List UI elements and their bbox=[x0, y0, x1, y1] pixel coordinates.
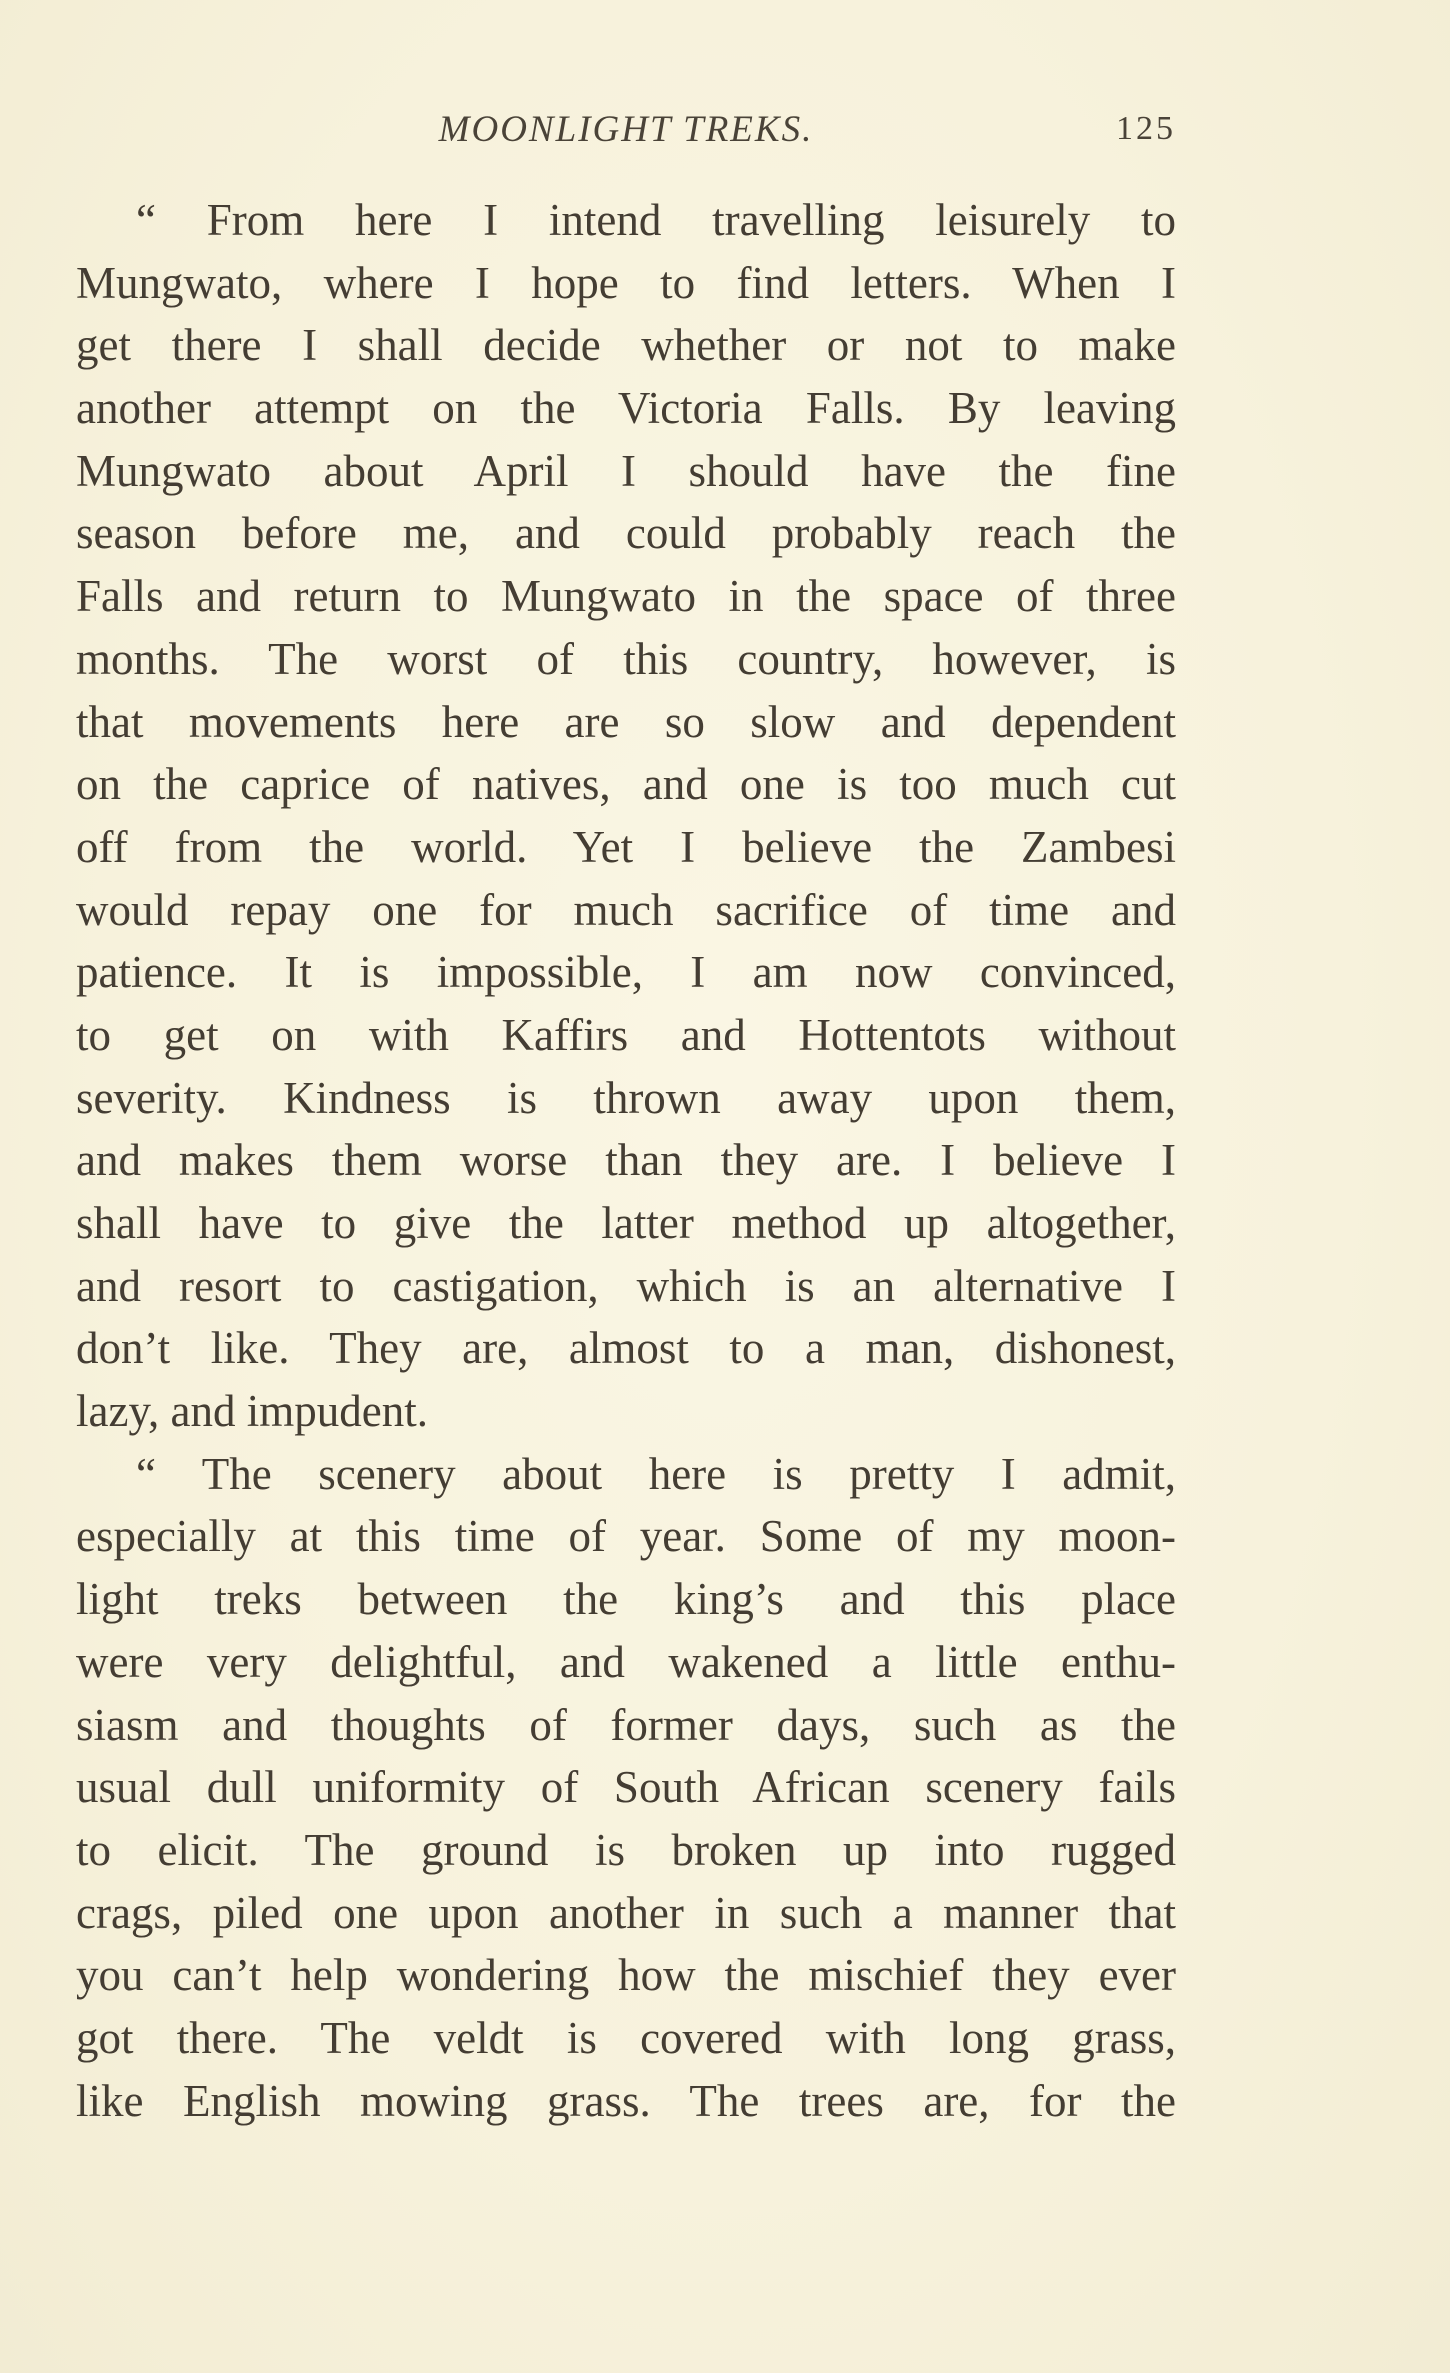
text-line: don’t like. They are, almost to a man, dishonest, bbox=[76, 1323, 1176, 1374]
text-line: siasm and thoughts of former days, such as the bbox=[76, 1699, 1176, 1750]
text-line: lazy, and impudent. bbox=[76, 1386, 428, 1437]
text-line: light treks between the king’s and this place bbox=[76, 1574, 1176, 1625]
text-line: severity. Kindness is thrown away upon them, bbox=[76, 1072, 1176, 1123]
text-line: get there I shall decide whether or not to make bbox=[76, 320, 1176, 371]
running-head: MOONLIGHT TREKS. bbox=[438, 109, 814, 150]
text-line: months. The worst of this country, however, is bbox=[76, 633, 1176, 684]
text-line: and makes them worse than they are. I believe I bbox=[76, 1135, 1176, 1186]
body-text bbox=[76, 189, 1176, 2132]
text-line: Falls and return to Mungwato in the space of three bbox=[76, 571, 1176, 622]
text-line: like English mowing grass. The trees are, for the bbox=[76, 2075, 1176, 2126]
text-line: usual dull uniformity of South African scenery fails bbox=[76, 1762, 1176, 1813]
text-line: another attempt on the Victoria Falls. By leaving bbox=[76, 383, 1176, 434]
text-line: to elicit. The ground is broken up into rugged bbox=[76, 1824, 1176, 1875]
text-line: Mungwato, where I hope to find letters. When I bbox=[76, 257, 1176, 308]
text-line: off from the world. Yet I believe the Zambesi bbox=[76, 821, 1176, 872]
text-line: especially at this time of year. Some of my moon- bbox=[76, 1511, 1176, 1562]
text-line: on the caprice of natives, and one is too much cut bbox=[76, 759, 1176, 810]
page-number: 125 bbox=[1116, 110, 1176, 147]
text-line: shall have to give the latter method up altogether, bbox=[76, 1198, 1176, 1248]
text-line: Mungwato about April I should have the fine bbox=[76, 445, 1176, 496]
text-line: that movements here are so slow and dependent bbox=[76, 696, 1176, 747]
text-line: season before me, and could probably reach the bbox=[76, 508, 1176, 559]
text-line: “ The scenery about here is pretty I admit, bbox=[136, 1448, 1176, 1499]
text-line: you can’t help wondering how the mischief they ever bbox=[76, 1950, 1176, 2001]
text-line: to get on with Kaffirs and Hottentots without bbox=[76, 1009, 1176, 1060]
text-line: and resort to castigation, which is an alternative I bbox=[76, 1260, 1176, 1311]
text-line: “ From here I intend travelling leisurely to bbox=[136, 195, 1176, 245]
text-line: crags, piled one upon another in such a manner that bbox=[76, 1887, 1176, 1938]
text-line: were very delightful, and wakened a little enthu- bbox=[76, 1636, 1176, 1687]
page-header bbox=[76, 108, 1176, 168]
text-line: would repay one for much sacrifice of time and bbox=[76, 884, 1176, 935]
text-line: got there. The veldt is covered with long grass, bbox=[76, 2012, 1176, 2063]
text-line: patience. It is impossible, I am now convinced, bbox=[76, 947, 1176, 998]
